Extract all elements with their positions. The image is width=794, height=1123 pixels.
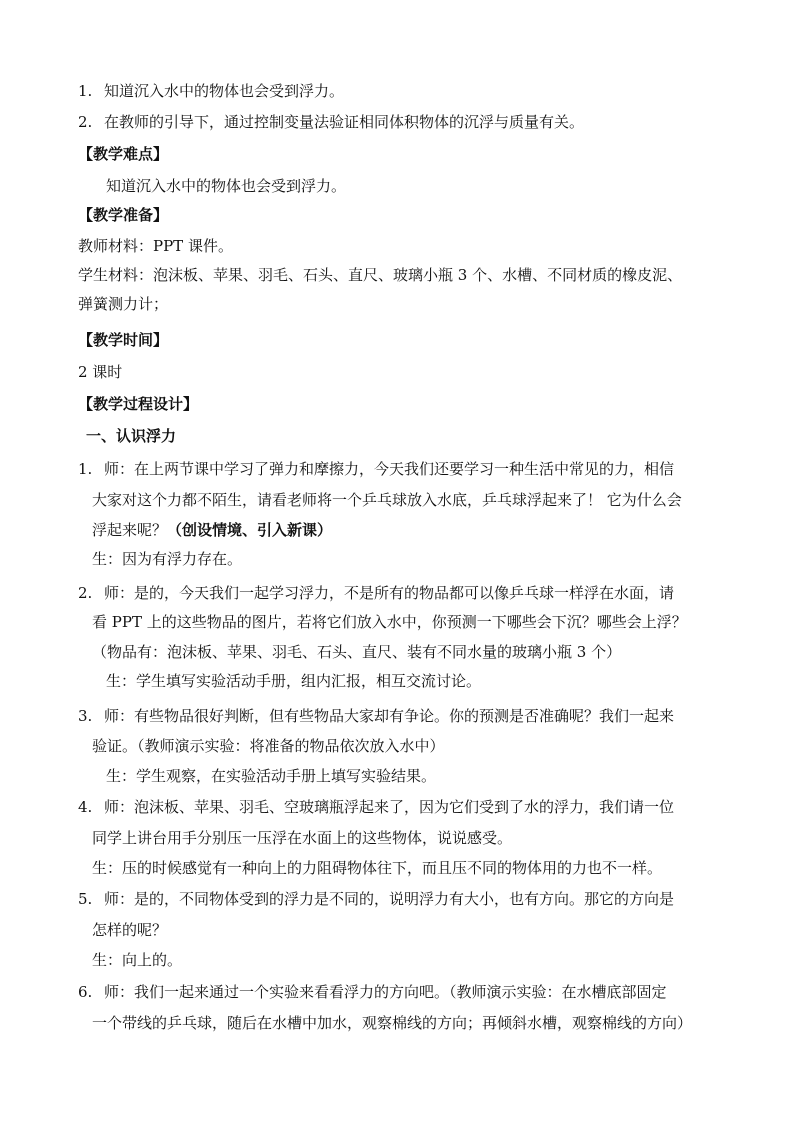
student-response: 生：压的时候感觉有一种向上的力阻碍物体往下，而且压不同的物体用的力也不一样。 [92,859,663,877]
step-text: 师：是的，不同物体受到的浮力是不同的，说明浮力有大小，也有方向。那它的方向是 [104,890,675,908]
list-number: 6. [78,983,93,1001]
step-text: 师：在上两节课中学习了弹力和摩擦力，今天我们还要学习一种生活中常见的力，相信 [104,460,675,478]
step-text: 师：有些物品很好判断，但有些物品大家却有争论。你的预测是否准确呢？我们一起来 [104,707,675,725]
step-text: 看 PPT 上的这些物品的图片，若将它们放入水中，你预测一下哪些会下沉？哪些会上浮？ [92,613,687,631]
step-text: 验证。（教师演示实验：将准备的物品依次放入水中） [92,737,445,755]
objective-item: 在教师的引导下，通过控制变量法验证相同体积物体的沉浮与质量有关。 [104,113,585,131]
list-number: 3. [78,707,93,725]
step-text: 浮起来呢？（创设情境、引入新课） [92,521,333,539]
list-number: 1. [78,82,93,100]
step-text: 大家对这个力都不陌生，请看老师将一个乒乓球放入水底，乒乓球浮起来了！ 它为什么会 [92,491,682,509]
section-heading-difficulty: 【教学难点】 [78,145,169,163]
step-text: 师：是的，今天我们一起学习浮力，不是所有的物品都可以像乒乓球一样浮在水面，请 [104,584,675,602]
list-number: 4. [78,798,93,816]
step-text: 师：泡沫板、苹果、羽毛、空玻璃瓶浮起来了，因为它们受到了水的浮力，我们请一位 [104,798,675,816]
student-response: 生：学生观察，在实验活动手册上填写实验结果。 [106,767,437,785]
list-number: 2. [78,113,93,131]
student-materials-cont: 弹簧测力计； [78,295,169,313]
step-text: （物品有：泡沫板、苹果、羽毛、石头、直尺、装有不同水量的玻璃小瓶 3 个） [92,643,622,661]
section-heading-time: 【教学时间】 [78,331,169,349]
subsection-title: 一、认识浮力 [86,427,177,445]
step-note: （创设情境、引入新课） [167,521,333,539]
section-heading-process: 【教学过程设计】 [78,395,199,413]
step-text: 师：我们一起来通过一个实验来看看浮力的方向吧。（教师演示实验：在水槽底部固定 [104,983,667,1001]
step-text: 同学上讲台用手分别压一压浮在水面上的这些物体，说说感受。 [92,829,513,847]
student-response: 生：因为有浮力存在。 [92,550,243,568]
objective-item: 知道沉入水中的物体也会受到浮力。 [104,82,345,100]
step-text: 怎样的呢？ [92,921,168,939]
student-response: 生：学生填写实验活动手册，组内汇报，相互交流讨论。 [106,672,482,690]
list-number: 5. [78,890,93,908]
student-response: 生：向上的。 [92,951,183,969]
teacher-materials: 教师材料：PPT 课件。 [78,237,233,255]
difficulty-text: 知道沉入水中的物体也会受到浮力。 [106,177,347,195]
step-text: 一个带线的乒乓球，随后在水槽中加水，观察棉线的方向；再倾斜水槽，观察棉线的方向） [92,1014,693,1032]
list-number: 1. [78,460,93,478]
section-heading-preparation: 【教学准备】 [78,206,169,224]
student-materials: 学生材料：泡沫板、苹果、羽毛、石头、直尺、玻璃小瓶 3 个、水槽、不同材质的橡皮泥、 [78,266,683,284]
list-number: 2. [78,584,93,602]
time-text: 2 课时 [78,363,123,381]
